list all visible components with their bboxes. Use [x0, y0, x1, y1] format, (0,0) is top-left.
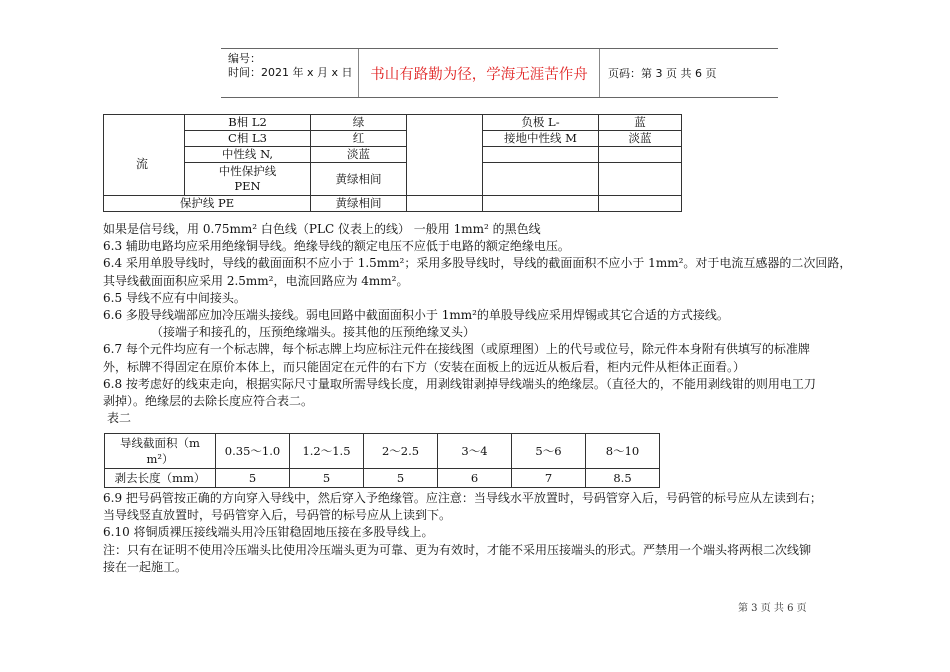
- header-motto: 书山有路勤为径，学海无涯苦作舟: [359, 49, 600, 97]
- pe-color-cell: 黄绿相间: [311, 196, 407, 212]
- page-header: [221, 48, 778, 98]
- table-row: [105, 434, 660, 469]
- strip-length-table: [104, 433, 660, 488]
- paragraph: 注：只有在证明不使用冷压端头比使用冷压端头更为可靠、更为有效时，才能不采用压接端头的形式。严禁用一个端头将两根二次线铆: [103, 542, 812, 557]
- header-meta: [221, 49, 359, 97]
- paragraph: 当导线竖直放置时，号码管穿入后，号码管的标号应从上读到下。: [103, 508, 452, 523]
- table-row: [104, 147, 682, 163]
- paragraph: 外，标牌不得固定在原价本体上，而只能固定在元件的右下方（安装在面板上的远近从板后看，柜内元件从柜体正面看。）: [103, 359, 746, 374]
- wire-name-cell: C相 L3: [185, 131, 311, 147]
- length-cell: 7: [512, 469, 586, 488]
- header-cell: 剥去长度（mm）: [105, 469, 216, 488]
- wire-color-cell: [599, 147, 682, 163]
- size-cell: 1.2～1.5: [290, 434, 364, 469]
- paragraph: 6.5 导线不应有中间接头。: [103, 290, 246, 305]
- paragraph: 如果是信号线，用 0.75mm² 白色线（PLC 仪表上的线） 一般用 1mm² 的黑色线: [103, 222, 541, 236]
- wire-color-cell: 绿: [311, 115, 407, 131]
- paragraph: 其导线截面面积应采用 2.5mm²，电流回路应为 4mm²。: [103, 273, 409, 288]
- paragraph: 6.8 按考虑好的线束走向，根据实际尺寸量取所需导线长度，用剥线钳剥掉导线端头的绝缘层。（直径大的，不能用剥线钳的则用电工刀: [103, 376, 816, 391]
- group-label: 流: [136, 157, 149, 171]
- length-cell: 5: [364, 469, 438, 488]
- wire-color-cell: 红: [311, 131, 407, 147]
- paragraph: 接在一起施工。: [103, 559, 188, 574]
- length-cell: 6: [438, 469, 512, 488]
- wire-name-cell: 负极 L-: [483, 115, 599, 131]
- paragraph: （接端子和接孔的，压预绝缘端头。接其他的压预绝缘叉头）: [151, 325, 476, 340]
- table-row: [104, 115, 682, 131]
- paragraph: 6.10 将铜质裸压接线端头用冷压钳稳固地压接在多股导线上。: [103, 525, 434, 540]
- blank-cell: [407, 115, 483, 196]
- size-cell: 3～4: [438, 434, 512, 469]
- wire-color-cell: 蓝: [599, 115, 682, 131]
- date-label: 时间：2021 年 x 月 x 日: [228, 66, 353, 79]
- wire-name-cell: [483, 147, 599, 163]
- size-cell: 0.35～1.0: [216, 434, 290, 469]
- size-cell: 5～6: [512, 434, 586, 469]
- wire-color-cell: 黄绿相间: [311, 163, 407, 196]
- number-label: 编号：: [228, 52, 261, 65]
- length-cell: 5: [290, 469, 364, 488]
- table-row: [104, 163, 682, 196]
- wire-color-table: [103, 114, 682, 212]
- paragraph: 6.3 辅助电路均应采用绝缘铜导线。绝缘导线的额定电压不应低于电路的额定绝缘电压。: [103, 239, 570, 254]
- paragraph: 剥掉）。绝缘层的去除长度应符合表二。: [103, 394, 314, 409]
- table-caption: 表二: [107, 411, 132, 426]
- wire-name-cell: [483, 163, 599, 196]
- wire-color-cell: [599, 163, 682, 196]
- wire-name-cell: B相 L2: [185, 115, 311, 131]
- size-cell: 2～2.5: [364, 434, 438, 469]
- size-cell: 8～10: [586, 434, 660, 469]
- paragraph: 6.4 采用单股导线时，导线的截面面积不应小于 1.5mm²；采用多股导线时，导线的截面面积不应小于 1mm²。对于电流互感器的二次回路，: [103, 256, 852, 271]
- table-row: [104, 131, 682, 147]
- header-cell: 导线截面积（m m²）: [105, 434, 216, 469]
- table-row: [104, 196, 682, 212]
- table-row: [105, 469, 660, 488]
- header-page-info: 页码：第 3 页 共 6 页: [608, 67, 717, 80]
- body-text-top: [103, 221, 923, 427]
- wire-color-cell: 淡蓝: [599, 131, 682, 147]
- length-cell: 8.5: [586, 469, 660, 488]
- wire-name-cell: 中性保护线 PEN: [185, 163, 311, 196]
- page-footer: 第 3 页 共 6 页: [738, 603, 807, 614]
- paragraph: 6.7 每个元件均应有一个标志牌，每个标志牌上均应标注元件在接线图（或原理图）上的代号或位号，除元件本身附有供填写的标准牌: [103, 342, 810, 357]
- wire-name-cell: 中性线 N,: [185, 147, 311, 163]
- wire-color-cell: 淡蓝: [311, 147, 407, 163]
- length-cell: 5: [216, 469, 290, 488]
- wire-name-cell: 接地中性线 M: [483, 131, 599, 147]
- pe-name-cell: 保护线 PE: [104, 196, 311, 212]
- paragraph: 6.9 把号码管按正确的方向穿入导线中，然后穿入予绝缘管。应注意：当导线水平放置时，号码管穿入后，号码管的标号应从左读到右；: [103, 491, 822, 505]
- paragraph: 6.6 多股导线端部应加冷压端头接线。弱电回路中截面面积小于 1mm²的单股导线应采用焊锡或其它合适的方式接线。: [103, 308, 729, 323]
- body-text-bottom: [103, 490, 923, 576]
